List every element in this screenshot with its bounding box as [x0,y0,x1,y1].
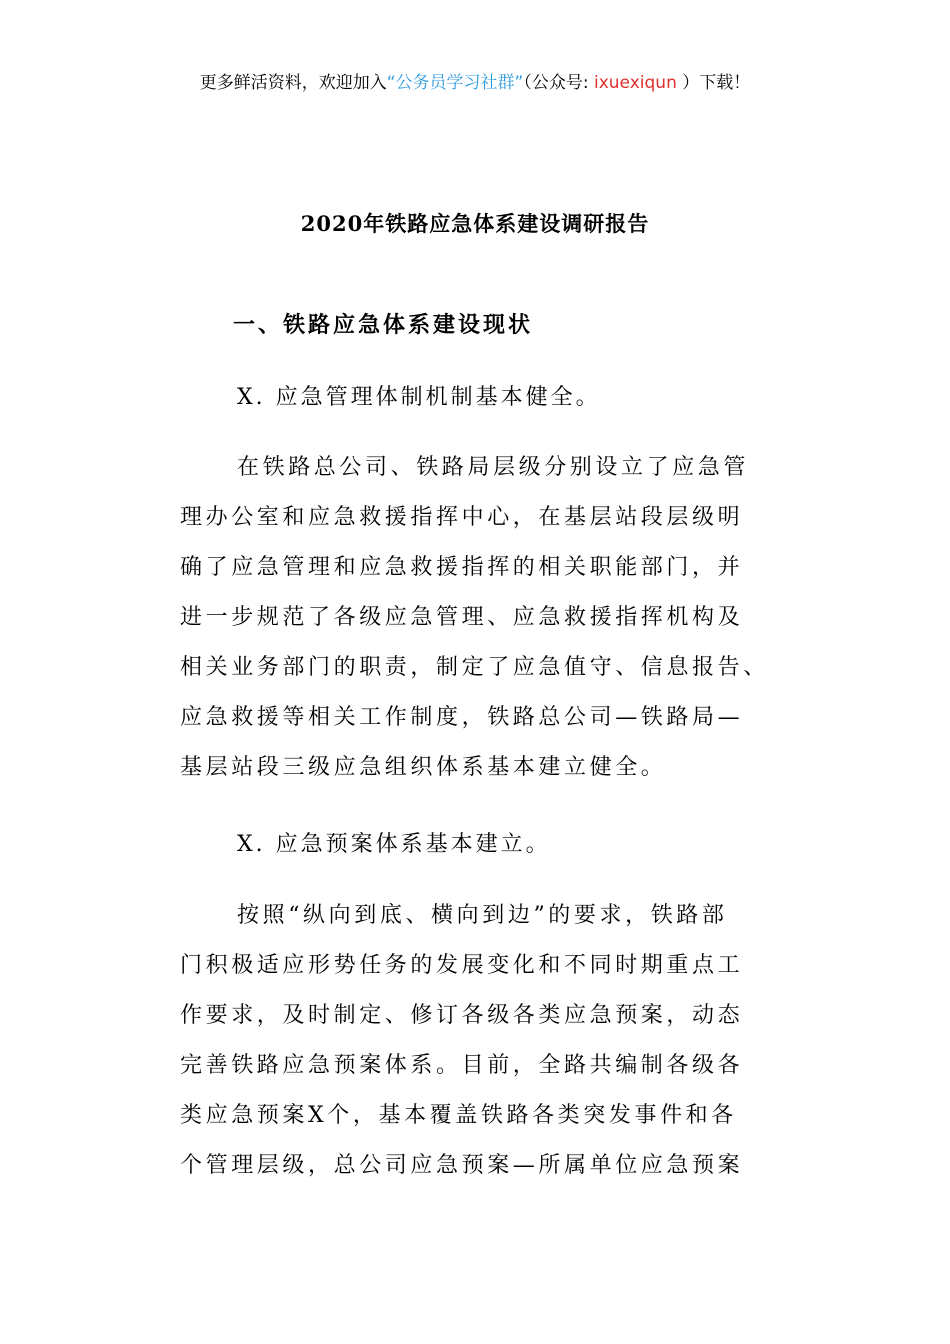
paragraph-line: 应急救援等相关工作制度，铁路总公司—铁路局— [180,705,744,730]
paragraph-line: 个管理层级，总公司应急预案—所属单位应急预案 [180,1153,744,1178]
paragraph-line: 进一步规范了各级应急管理、应急救援指挥机构及 [180,605,744,630]
paragraph-2 [180,891,780,1191]
paragraph-line: 类应急预案X个，基本覆盖铁路各类突发事件和各 [180,1103,737,1128]
subsection-heading-2: X. 应急预案体系基本建立。 [237,832,551,857]
paragraph-line: 相关业务部门的职责，制定了应急值守、信息报告、 [180,655,769,680]
banner-mid: （公众号: [523,73,589,93]
banner-suffix: ）下载！ [682,73,751,93]
paragraph-line: 门积极适应形势任务的发展变化和不同时期重点工 [180,953,744,978]
paragraph-line: 基层站段三级应急组织体系基本建立健全。 [180,755,667,780]
section-heading: 一、铁路应急体系建设现状 [233,312,534,338]
subsection-heading-1: X. 应急管理体制机制基本健全。 [237,385,601,410]
banner-prefix: 更多鲜活资料，欢迎加入 [199,73,387,93]
paragraph-line: 理办公室和应急救援指挥中心，在基层站段层级明 [180,505,744,530]
document-title: 2020年铁路应急体系建设调研报告 [300,211,650,236]
paragraph-1 [180,443,780,793]
paragraph-line: 确了应急管理和应急救援指挥的相关职能部门，并 [180,555,744,580]
paragraph-line: 完善铁路应急预案体系。目前，全路共编制各级各 [180,1053,744,1078]
paragraph-line: 作要求，及时制定、修订各级各类应急预案，动态 [180,1003,744,1028]
banner-group-name: “公务员学习社群” [386,73,524,93]
paragraph-line: 在铁路总公司、铁路局层级分别设立了应急管 [237,455,750,480]
paragraph-line: 按照“纵向到底、横向到边”的要求，铁路部 [237,903,728,928]
promo-banner [0,68,950,93]
banner-account: ixuexiqun [594,73,677,93]
